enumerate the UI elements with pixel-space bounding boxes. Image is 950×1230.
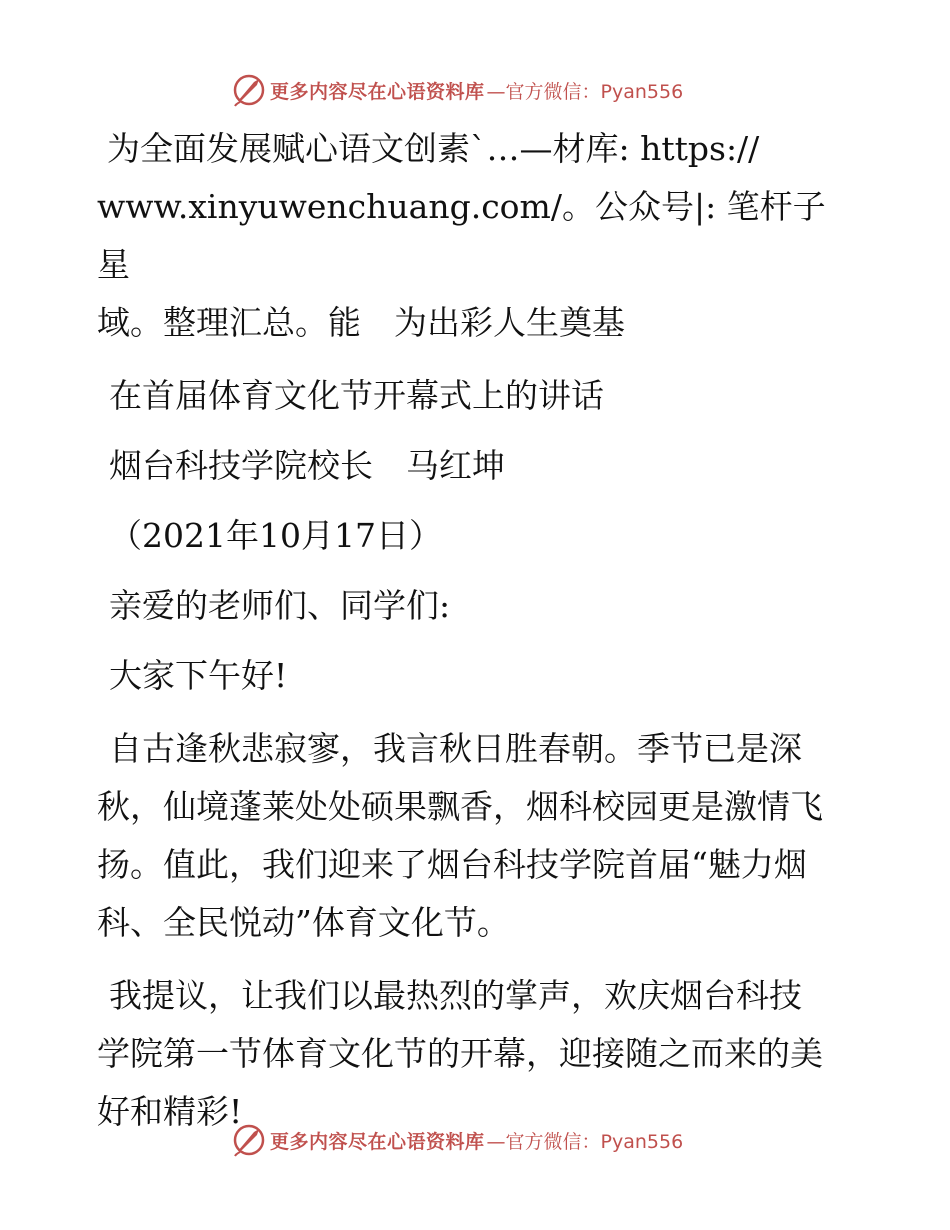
footer-promo-text: 更多内容尽在心语资料库 — [270, 1130, 485, 1153]
header-wechat-text: —官方微信：Pyan556 — [486, 80, 684, 103]
paragraph-1-line-4: 科、全民悦动”体育文化节。 — [97, 903, 510, 942]
speech-author: 烟台科技学院校长 马红坤 — [109, 446, 505, 485]
quill-pen-logo-icon — [232, 1123, 266, 1157]
paragraph-1-line-3: 扬。值此，我们迎来了烟台科技学院首届“魅力烟 — [97, 845, 807, 884]
notice-line-2: www.xinyuwenchuang.com/。公众号|: 笔杆子星 — [97, 187, 826, 284]
paragraph-2-line-1: 我提议，让我们以最热烈的掌声，欢庆烟台科技 — [109, 976, 802, 1015]
notice-line-1: 为全面发展赋心语文创素`…—材库: https:// — [107, 129, 760, 168]
speech-date: （2021年10月17日） — [109, 516, 442, 555]
footer-banner — [232, 1122, 683, 1158]
document-body — [97, 120, 857, 1141]
paragraph-2 — [97, 967, 857, 1141]
paragraph-2-line-3: 好和精彩! — [97, 1092, 243, 1131]
header-banner — [232, 72, 683, 108]
paragraph-1-line-2: 秋，仙境蓬莱处处硕果飘香，烟科校园更是激情飞 — [97, 787, 823, 826]
paragraph-2-line-2: 学院第一节体育文化节的开幕，迎接随之而来的美 — [97, 1034, 823, 1073]
footer-wechat-text: —官方微信：Pyan556 — [486, 1130, 684, 1153]
speech-salutation: 亲爱的老师们、同学们: — [109, 586, 451, 625]
speech-title: 在首届体育文化节开幕式上的讲话 — [109, 376, 604, 415]
header-promo-text: 更多内容尽在心语资料库 — [270, 80, 485, 103]
paragraph-1 — [97, 720, 857, 952]
speech-greeting: 大家下午好! — [109, 656, 288, 695]
notice-line-3: 域。整理汇总。能 为出彩人生奠基 — [97, 303, 625, 342]
paragraph-1-line-1: 自古逢秋悲寂寥，我言秋日胜春朝。季节已是深 — [109, 729, 802, 768]
quill-pen-logo-icon — [232, 73, 266, 107]
